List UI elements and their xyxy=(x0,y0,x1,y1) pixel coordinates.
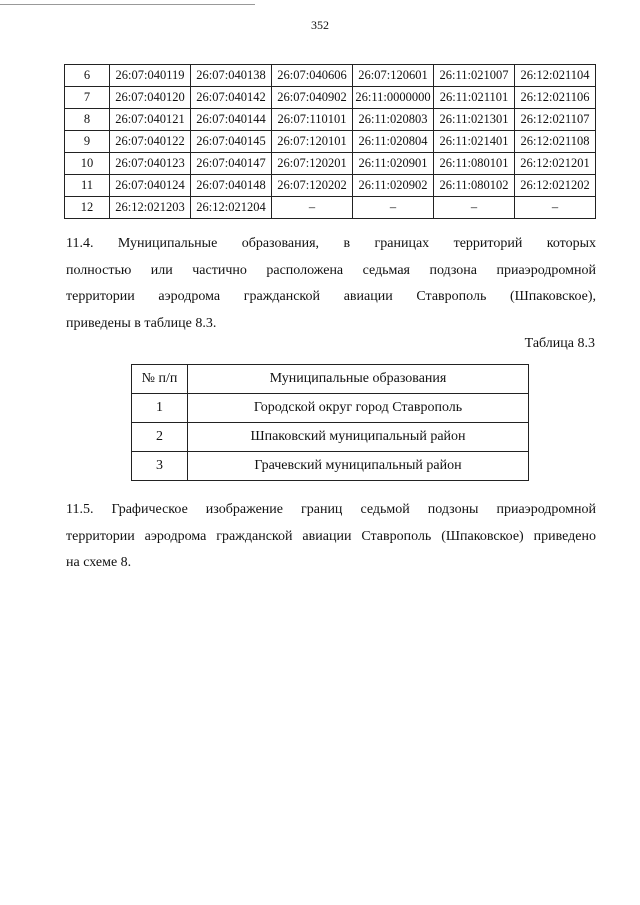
table-row xyxy=(65,65,596,87)
cadastral-code-cell: 26:07:040147 xyxy=(191,153,272,175)
cadastral-code-cell: 26:12:021108 xyxy=(515,131,596,153)
cadastral-code-cell: 26:07:040123 xyxy=(110,153,191,175)
cadastral-code-cell: 26:11:021007 xyxy=(434,65,515,87)
table-row xyxy=(132,452,529,481)
row-number: 9 xyxy=(65,131,110,153)
cadastral-code-cell: 26:07:120601 xyxy=(353,65,434,87)
paragraph-line: территории аэродрома гражданской авиации Ставрополь (Шпаковское) приведено xyxy=(66,528,596,544)
cadastral-code-cell: 26:11:080102 xyxy=(434,175,515,197)
cadastral-code-cell: – xyxy=(353,197,434,219)
cadastral-code-cell: – xyxy=(272,197,353,219)
cadastral-code-cell: 26:12:021107 xyxy=(515,109,596,131)
row-num: 2 xyxy=(132,423,188,452)
cadastral-code-cell: 26:07:040119 xyxy=(110,65,191,87)
row-num: 1 xyxy=(132,394,188,423)
cadastral-code-cell: 26:12:021104 xyxy=(515,65,596,87)
cadastral-code-cell: 26:07:040142 xyxy=(191,87,272,109)
cadastral-code-cell: 26:11:080101 xyxy=(434,153,515,175)
table-row xyxy=(132,423,529,452)
cadastral-code-cell: 26:12:021203 xyxy=(110,197,191,219)
cadastral-code-cell: 26:07:040138 xyxy=(191,65,272,87)
row-number: 7 xyxy=(65,87,110,109)
paragraph-line: на схеме 8. xyxy=(66,555,132,570)
table-row xyxy=(65,153,596,175)
cadastral-code-cell: 26:07:040606 xyxy=(272,65,353,87)
cadastral-code-cell: 26:07:040145 xyxy=(191,131,272,153)
cadastral-codes-table xyxy=(64,64,596,219)
cadastral-code-cell: 26:07:040124 xyxy=(110,175,191,197)
cadastral-code-cell: 26:11:020804 xyxy=(353,131,434,153)
row-name: Городской округ город Ставрополь xyxy=(188,394,529,423)
table-row xyxy=(65,175,596,197)
cadastral-code-cell: 26:11:0000000 xyxy=(353,87,434,109)
cadastral-code-cell: 26:07:120101 xyxy=(272,131,353,153)
cadastral-code-cell: 26:07:040148 xyxy=(191,175,272,197)
cadastral-code-cell: 26:11:021101 xyxy=(434,87,515,109)
row-number: 11 xyxy=(65,175,110,197)
table-row xyxy=(132,394,529,423)
paragraph-11-4 xyxy=(66,231,596,337)
cadastral-code-cell: 26:07:040144 xyxy=(191,109,272,131)
paragraph-line: полностью или частично расположена седьмая подзона приаэродромной xyxy=(66,262,596,278)
paragraph-line: 11.5. Графическое изображение границ седьмой подзоны приаэродромной xyxy=(66,502,596,517)
cadastral-code-cell: 26:11:021401 xyxy=(434,131,515,153)
page-number: 352 xyxy=(311,18,329,32)
cadastral-code-cell: 26:07:120201 xyxy=(272,153,353,175)
paragraph-line: территории аэродрома гражданской авиации Ставрополь (Шпаковское), xyxy=(66,289,596,304)
row-number: 6 xyxy=(65,65,110,87)
table-row xyxy=(65,131,596,153)
top-rule xyxy=(0,4,255,5)
table-caption: Таблица 8.3 xyxy=(524,336,595,351)
cadastral-code-cell: 26:11:020902 xyxy=(353,175,434,197)
cadastral-code-cell: – xyxy=(515,197,596,219)
cadastral-code-cell: 26:12:021106 xyxy=(515,87,596,109)
table-header-row xyxy=(132,365,529,394)
table-row xyxy=(65,197,596,219)
paragraph-line: приведены в таблице 8.3. xyxy=(66,315,217,331)
header-name: Муниципальные образования xyxy=(188,365,529,394)
cadastral-code-cell: 26:11:020803 xyxy=(353,109,434,131)
row-name: Грачевский муниципальный район xyxy=(188,452,529,481)
cadastral-code-cell: 26:07:040902 xyxy=(272,87,353,109)
row-name: Шпаковский муниципальный район xyxy=(188,423,529,452)
header-num: № п/п xyxy=(132,365,188,394)
row-number: 10 xyxy=(65,153,110,175)
cadastral-code-cell: 26:11:020901 xyxy=(353,153,434,175)
cadastral-code-cell: 26:07:040122 xyxy=(110,131,191,153)
cadastral-code-cell: 26:07:120202 xyxy=(272,175,353,197)
cadastral-code-cell: – xyxy=(434,197,515,219)
cadastral-code-cell: 26:07:040121 xyxy=(110,109,191,131)
row-number: 8 xyxy=(65,109,110,131)
paragraph-11-5 xyxy=(66,497,596,577)
table-row xyxy=(65,109,596,131)
row-num: 3 xyxy=(132,452,188,481)
cadastral-code-cell: 26:07:110101 xyxy=(272,109,353,131)
paragraph-line: 11.4. Муниципальные образования, в границах территорий которых xyxy=(66,236,596,251)
cadastral-code-cell: 26:12:021204 xyxy=(191,197,272,219)
municipal-formations-table xyxy=(131,364,529,481)
cadastral-code-cell: 26:12:021201 xyxy=(515,153,596,175)
row-number: 12 xyxy=(65,197,110,219)
cadastral-code-cell: 26:12:021202 xyxy=(515,175,596,197)
table-row xyxy=(65,87,596,109)
cadastral-code-cell: 26:07:040120 xyxy=(110,87,191,109)
cadastral-code-cell: 26:11:021301 xyxy=(434,109,515,131)
